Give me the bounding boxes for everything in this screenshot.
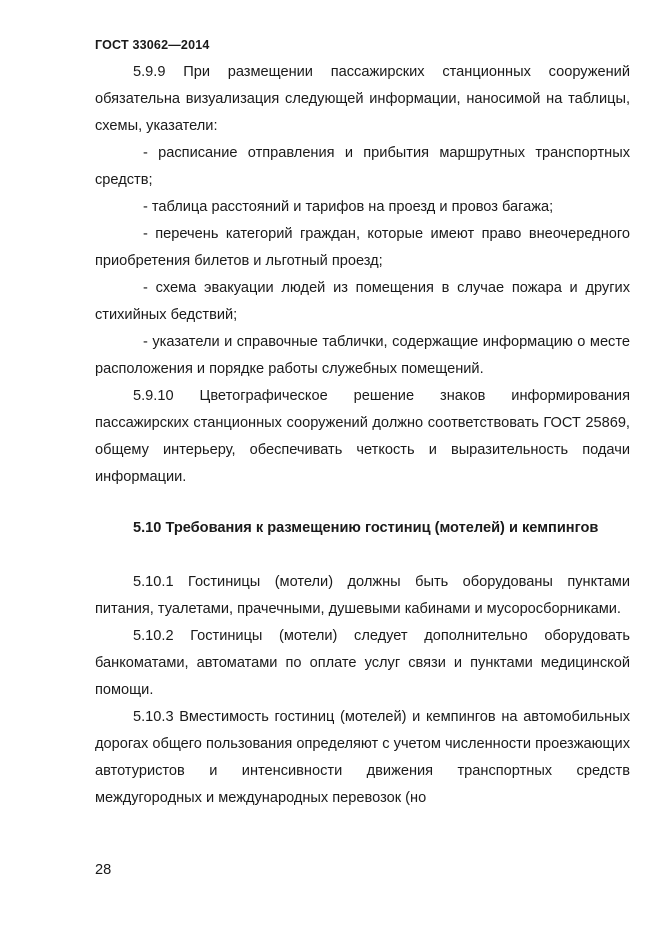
list-item-tariffs: - таблица расстояний и тарифов на проезд и провоз багажа; xyxy=(143,199,554,215)
section-spacer xyxy=(95,542,630,569)
paragraph-5-9-10: 5.9.10 Цветографическое решение знаков информирования пассажирских станционных сооружений должно соответствовать ГОСТ 25869, общему интерьеру, обеспечивать четкость и выразительность подачи информации. xyxy=(95,388,630,485)
paragraph-5-10-1: 5.10.1 Гостиницы (мотели) должны быть оборудованы пунктами питания, туалетами, прачечными, душевыми кабинами и мусоросборниками. xyxy=(95,574,630,617)
list-item-evacuation-plan: - схема эвакуации людей из помещения в случае пожара и других стихийных бедствий; xyxy=(95,280,630,323)
page-number: 28 xyxy=(95,862,112,878)
list-item-citizen-categories: - перечень категорий граждан, которые имеют право внеочередного приобретения билетов и льготный проезд; xyxy=(95,226,630,269)
document-header: ГОСТ 33062—2014 xyxy=(95,38,210,52)
list-item-signs: - указатели и справочные таблички, содержащие информацию о месте расположения и порядке работы служебных помещений. xyxy=(95,334,630,377)
list-item-schedule: - расписание отправления и прибытия маршрутных транспортных средств; xyxy=(95,145,630,188)
paragraph-5-9-9: 5.9.9 При размещении пассажирских станционных сооружений обязательна визуализация следующей информации, наносимой на таблицы, схемы, указатели: xyxy=(95,64,630,134)
paragraph-5-10-3: 5.10.3 Вместимость гостиниц (мотелей) и кемпингов на автомобильных дорогах общего пользования определяют с учетом численности проезжающих автотуристов и интенсивности движения транспортных средств междугородных и международных перевозок (но xyxy=(95,709,630,806)
page-body xyxy=(95,59,630,812)
section-heading-5-10: 5.10 Требования к размещению гостиниц (мотелей) и кемпингов xyxy=(133,520,599,536)
paragraph-5-10-2: 5.10.2 Гостиницы (мотели) следует дополнительно оборудовать банкоматами, автоматами по оплате услуг связи и пунктами медицинской помощи. xyxy=(95,628,630,698)
